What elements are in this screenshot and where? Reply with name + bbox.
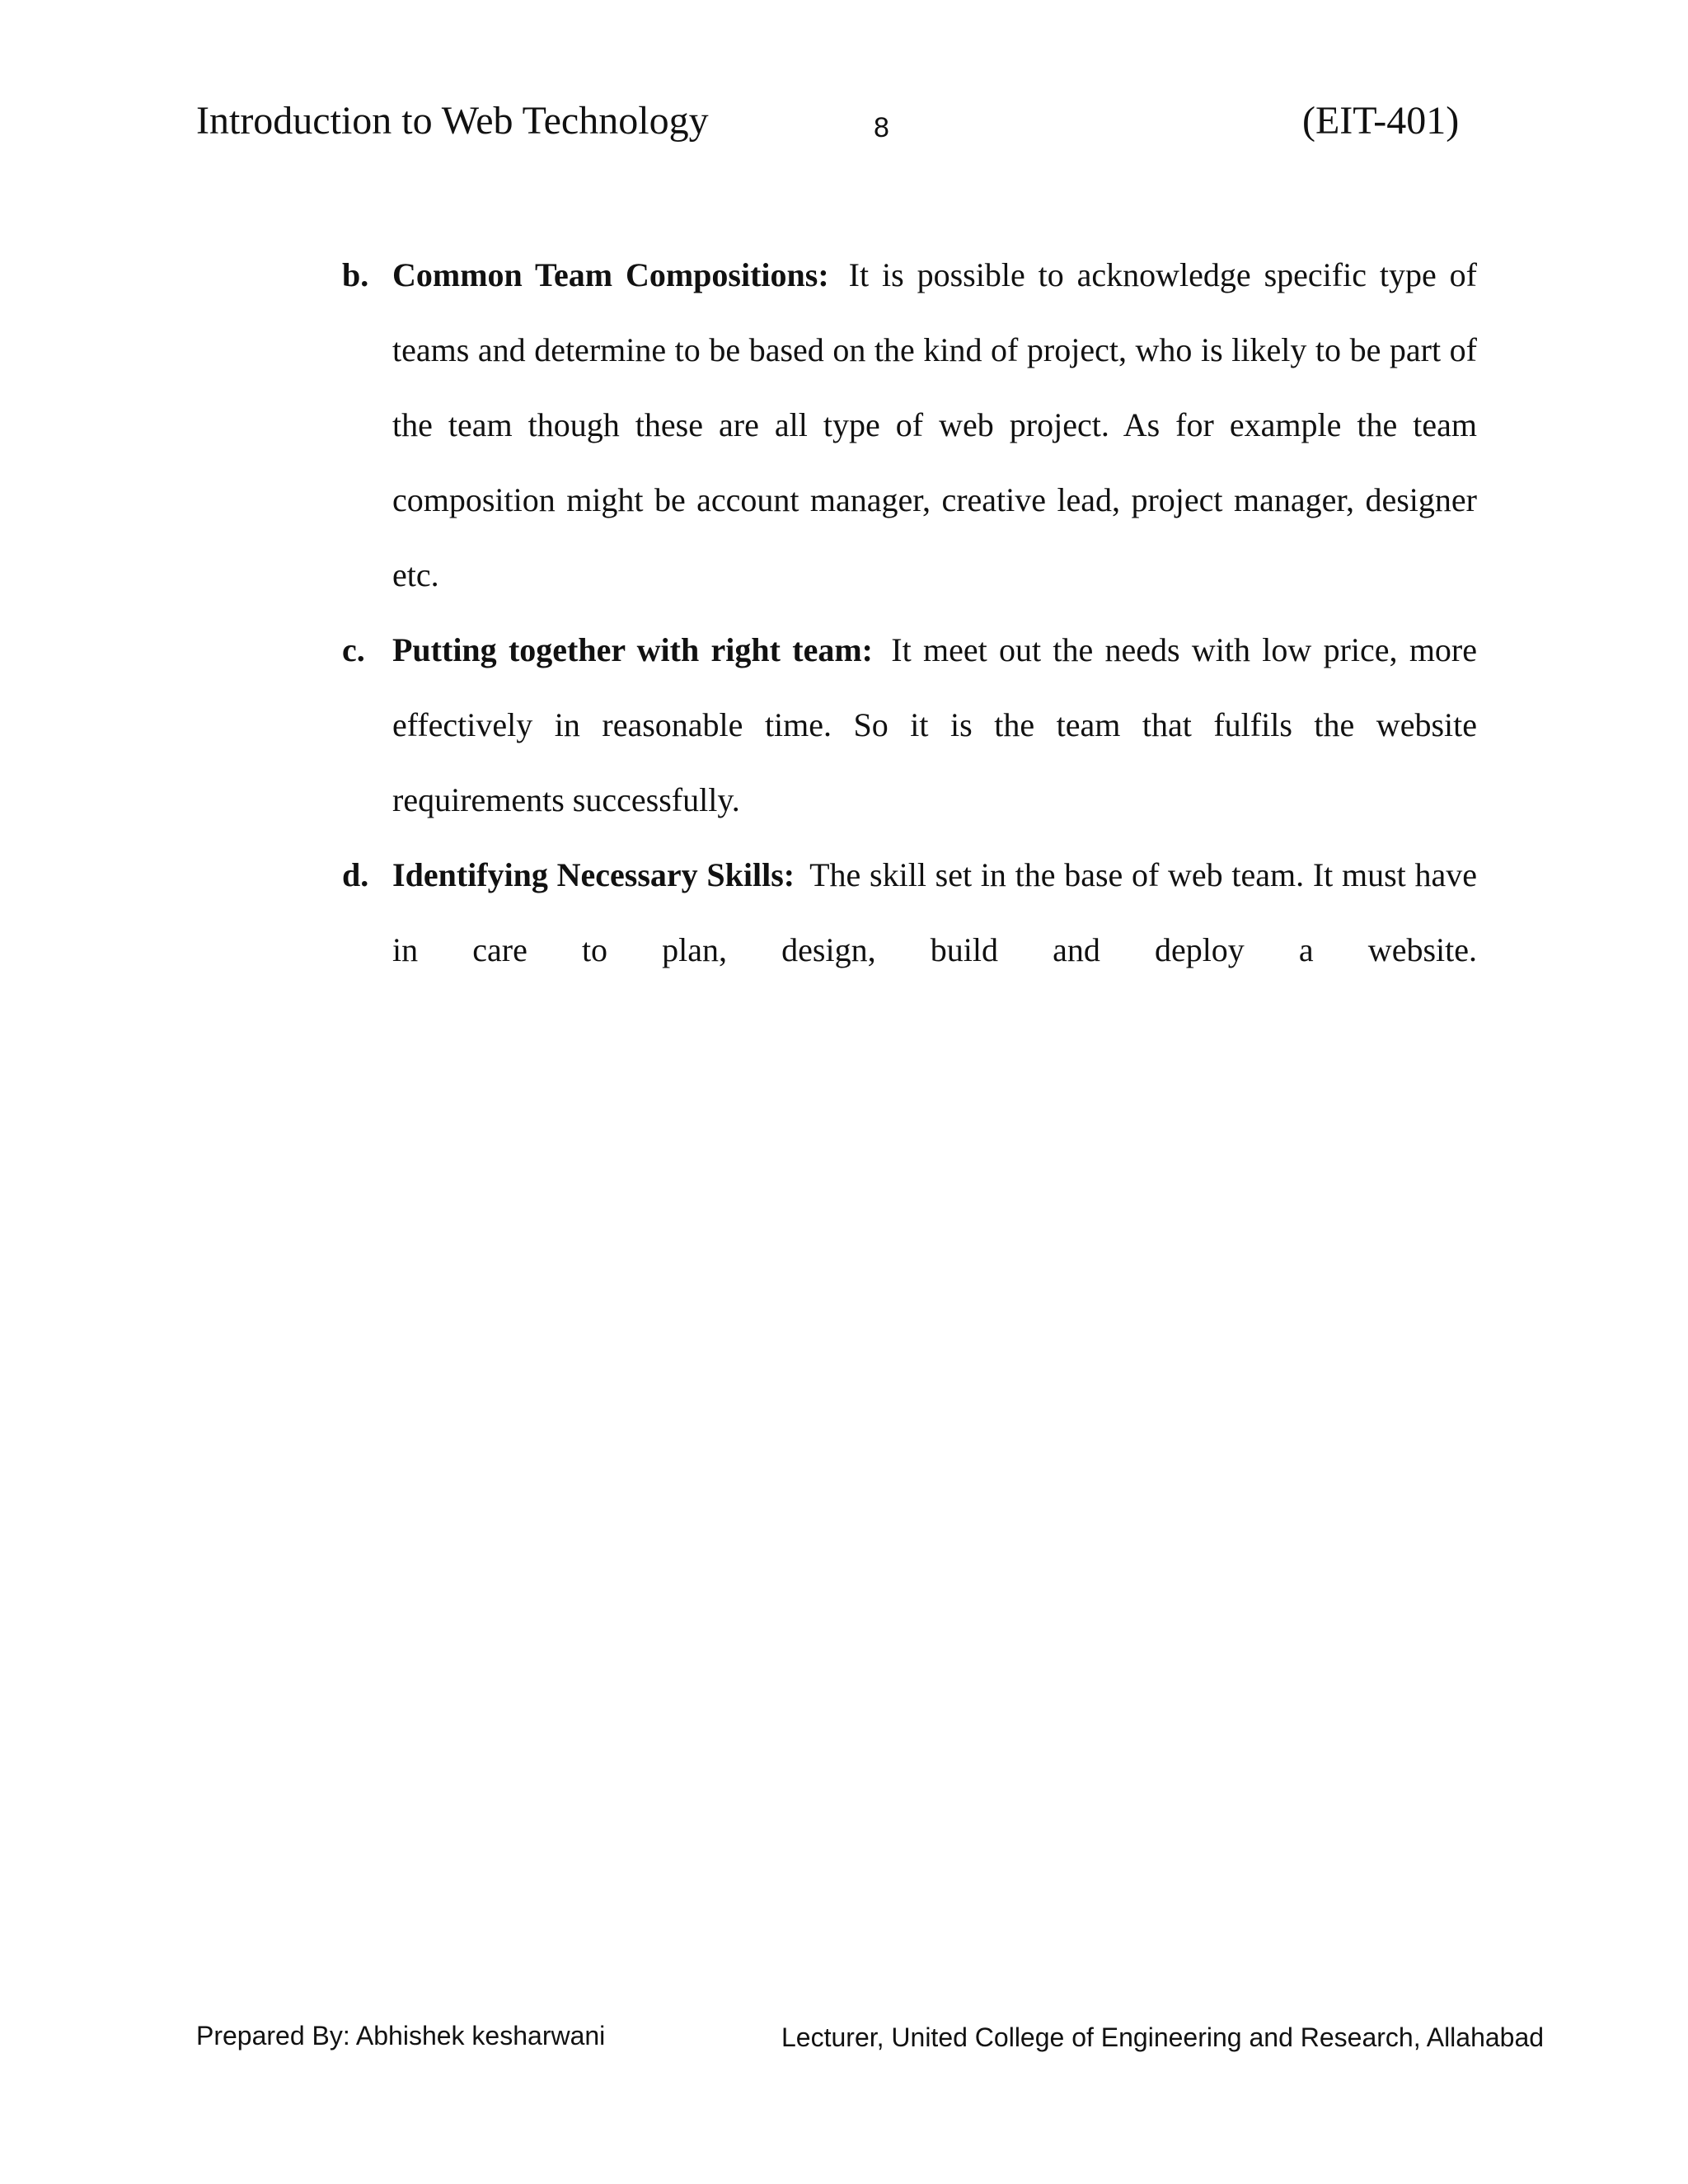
item-text: It meet out the needs with low price, more: [891, 631, 1478, 668]
item-line: [392, 837, 1477, 912]
author-affiliation: Lecturer, United College of Engineering and Research, Allahabad: [781, 2022, 1545, 2052]
prepared-by: Prepared By: Abhishek kesharwani: [196, 2021, 606, 2050]
item-term: Common Team Compositions:: [392, 256, 829, 293]
course-code: (EIT-401): [1302, 99, 1460, 143]
item-line: the team though these are all type of web project. As for example the team: [392, 406, 1477, 443]
page-footer: [0, 2011, 1688, 2060]
item-line: effectively in reasonable time. So it is the team that fulfils the website: [392, 706, 1477, 743]
item-line: requirements successfully.: [392, 781, 740, 818]
item-text: The skill set in the base of web team. It must have: [809, 856, 1478, 893]
page-number: 8: [874, 112, 889, 143]
item-line: composition might be account manager, creative lead, project manager, designer: [392, 481, 1477, 518]
item-text: It is possible to acknowledge specific type of: [848, 256, 1478, 293]
item-line: teams and determine to be based on the kind of project, who is likely to be part of: [392, 331, 1477, 368]
item-line: etc.: [392, 556, 439, 593]
body-content: [340, 237, 1477, 987]
item-line: in care to plan, design, build and deploy a website.: [392, 931, 1477, 968]
page-header: [0, 92, 1688, 150]
list-item-c: [340, 612, 1477, 837]
list-marker: d.: [342, 856, 369, 893]
item-line: [392, 237, 1477, 312]
list-marker: b.: [342, 256, 369, 293]
list-item-b: [340, 237, 1477, 612]
list-marker: c.: [342, 631, 365, 668]
item-term: Putting together with right team:: [392, 631, 873, 668]
list-item-d: [340, 837, 1477, 987]
item-term: Identifying Necessary Skills:: [392, 856, 795, 893]
item-line: [392, 612, 1477, 687]
document-title: Introduction to Web Technology: [196, 99, 709, 143]
